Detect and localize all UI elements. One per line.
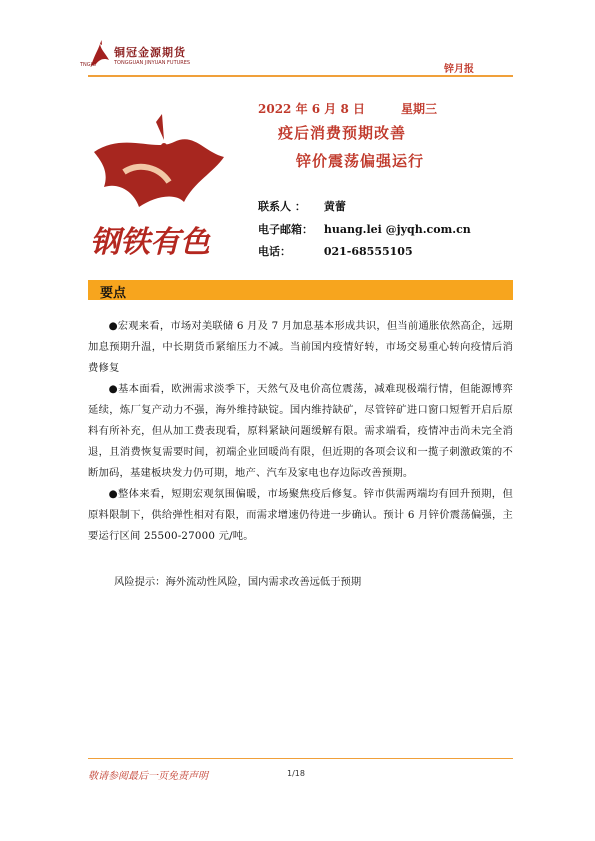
report-date: 2022 年 6 月 8 日 [258, 102, 365, 116]
risk-warning: 风险提示：海外流动性风险，国内需求改善远低于预期 [114, 576, 362, 588]
key-point-fundamentals: ●基本面看，欧洲需求淡季下，天然气及电价高位震荡，减难现极端行情，但能源博弈延续，炼厂复产动力不强，海外维持缺锭。国内维持缺矿，尽管锌矿进口窗口短暂开启后原料有所补充，但从加工费表现看，原料紧缺问题缓解有限。需求端看，疫情冲击尚未完全消退，且消费恢复需要时间，初端企业回暖尚有限，但近期的各项会议和一揽子刺激政策的不断加码，基建板块发力仍可期，地产、汽车及家电也存边际改善预期。 [88, 383, 513, 479]
brand-name-cn: 铜冠金源期货 [114, 46, 186, 59]
calligraphy-art-image [84, 112, 244, 272]
report-title-line2: 锌价震荡偏强运行 [296, 152, 425, 170]
section-title: 要点 [100, 286, 127, 301]
footer-disclaimer: 敬请参阅最后一页免责声明 [88, 771, 208, 782]
key-point-summary: ●整体来看，短期宏观氛围偏暖，市场聚焦疫后修复。锌市供需两端均有回升预期，但原料限制下，供给弹性相对有限，而需求增速仍待进一步确认。预计 6 月锌价震荡偏强，主要运行区间 25500-27000 元/吨。 [88, 488, 513, 542]
key-point-macro: ●宏观来看，市场对美联储 6 月及 7 月加息基本形成共识，但当前通胀依然高企，远期加息预期升温，中长期货币紧缩压力不减。当前国内疫情好转，市场交易重心转向疫情后消费修复 [88, 320, 513, 374]
brand-name-en: TONGGUAN JINYUAN FUTURES [114, 60, 191, 66]
contact-email-label: 电子邮箱： [258, 223, 313, 236]
key-points-body [88, 316, 513, 547]
contact-email-row [258, 221, 471, 237]
contact-phone-label: 电话： [258, 245, 291, 258]
report-date-line [258, 100, 437, 117]
contact-email: huang.lei @jyqh.com.cn [323, 223, 471, 236]
report-weekday: 星期三 [401, 102, 438, 116]
contact-phone-row [258, 243, 413, 259]
report-title-line1: 疫后消费预期改善 [278, 124, 407, 142]
brand-sub: TNGJG [80, 62, 97, 68]
header-divider [88, 75, 513, 77]
contact-name: 黄蕾 [323, 200, 346, 213]
footer-divider [88, 758, 513, 759]
contact-name-label: 联系人 ： [258, 200, 306, 213]
contact-phone: 021-68555105 [323, 245, 413, 258]
contact-name-row [258, 198, 346, 214]
calligraphy-text: 钢铁有色 [90, 225, 210, 260]
page-number: 1/18 [287, 769, 305, 778]
section-header-bar [88, 280, 513, 300]
report-type: 锌月报 [444, 64, 474, 75]
